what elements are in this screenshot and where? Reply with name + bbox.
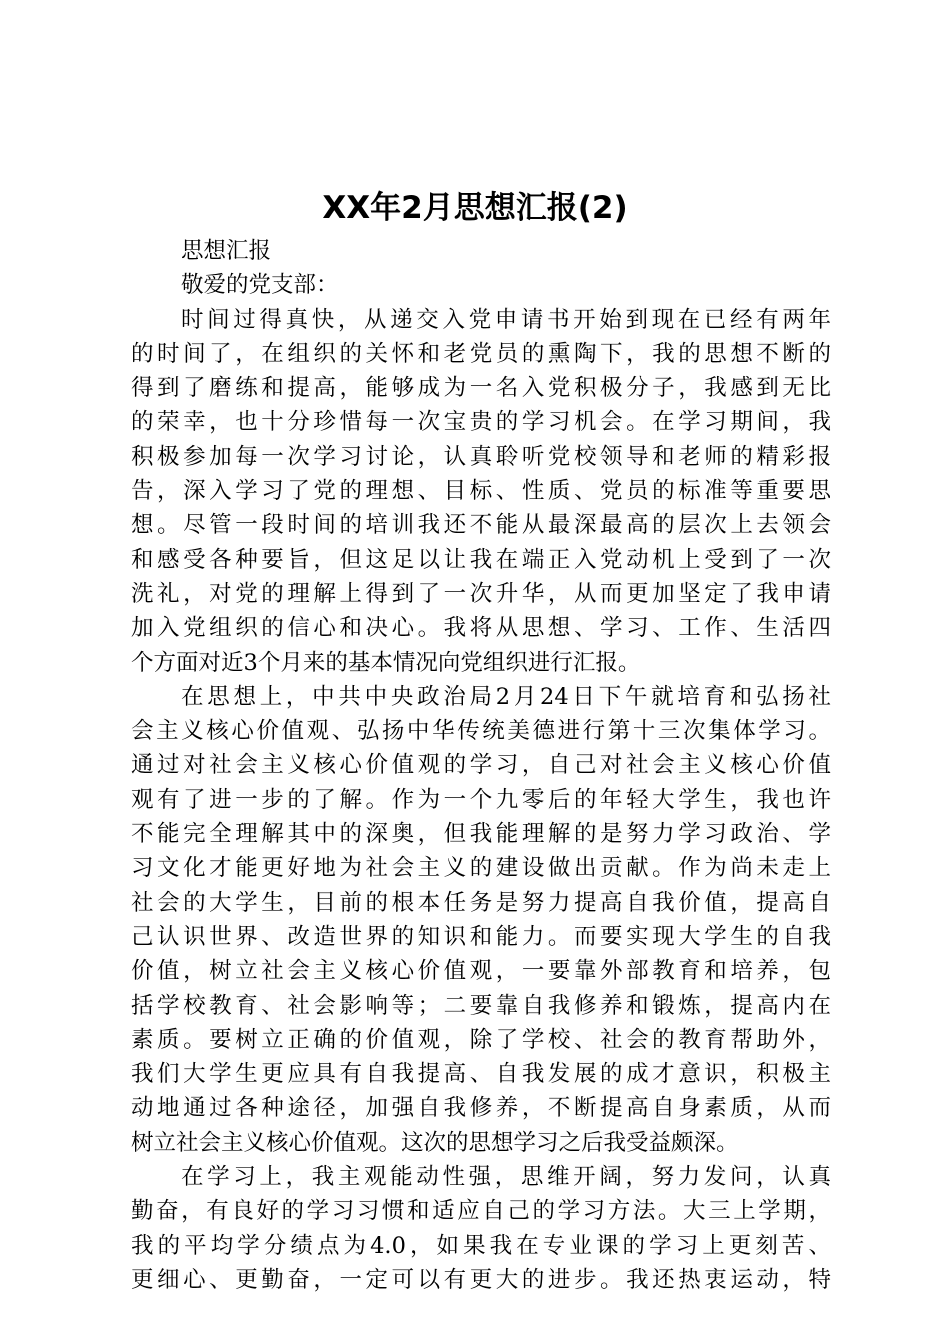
- salutation: 敬爱的党支部：: [181, 272, 339, 299]
- paragraph-line: 积极参加每一次学习讨论，认真聆听党校领导和老师的精彩报: [131, 443, 831, 470]
- paragraph-line: 告，深入学习了党的理想、目标、性质、党员的标准等重要思: [131, 478, 831, 505]
- paragraph-line: 素质。要树立正确的价值观，除了学校、社会的教育帮助外，: [131, 1026, 831, 1053]
- paragraph-line: 树立社会主义核心价值观。这次的思想学习之后我受益颇深。: [131, 1129, 739, 1156]
- paragraph-line: 的荣幸，也十分珍惜每一次宝贵的学习机会。在学习期间，我: [131, 409, 831, 436]
- paragraph-line: 得到了磨练和提高，能够成为一名入党积极分子，我感到无比: [131, 375, 831, 402]
- paragraph-line: 我们大学生更应具有自我提高、自我发展的成才意识，积极主: [131, 1061, 831, 1088]
- paragraph-line: 在思想上，中共中央政治局2月24日下午就培育和弘扬社: [181, 683, 831, 710]
- paragraph-line: 想。尽管一段时间的培训我还不能从最深最高的层次上去领会: [131, 512, 831, 539]
- paragraph-line: 会主义核心价值观、弘扬中华传统美德进行第十三次集体学习。: [131, 718, 831, 745]
- paragraph-line: 通过对社会主义核心价值观的学习，自己对社会主义核心价值: [131, 752, 831, 779]
- paragraph-3: [131, 1160, 831, 1297]
- paragraph-line: 不能完全理解其中的深奥，但我能理解的是努力学习政治、学: [131, 821, 831, 848]
- paragraph-line: 个方面对近3个月来的基本情况向党组织进行汇报。: [131, 649, 641, 676]
- paragraph-line: 更细心、更勤奋，一定可以有更大的进步。我还热衷运动，特: [131, 1266, 831, 1293]
- paragraph-line: 洗礼，对党的理解上得到了一次升华，从而更加坚定了我申请: [131, 580, 831, 607]
- paragraph-line: 加入党组织的信心和决心。我将从思想、学习、工作、生活四: [131, 615, 831, 642]
- paragraph-line: 的时间了，在组织的关怀和老党员的熏陶下，我的思想不断的: [131, 340, 831, 367]
- paragraph-line: 社会的大学生，目前的根本任务是努力提高自我价值，提高自: [131, 889, 831, 916]
- paragraph-line: 动地通过各种途径，加强自我修养，不断提高自身素质，从而: [131, 1095, 831, 1122]
- paragraph-line: 习文化才能更好地为社会主义的建设做出贡献。作为尚未走上: [131, 855, 831, 882]
- paragraph-line: 观有了进一步的了解。作为一个九零后的年轻大学生，我也许: [131, 786, 831, 813]
- document-body: [131, 234, 831, 1297]
- paragraph-line: 和感受各种要旨，但这足以让我在端正入党动机上受到了一次: [131, 546, 831, 573]
- document-heading: 思想汇报: [181, 238, 272, 264]
- paragraph-line: 价值，树立社会主义核心价值观，一要靠外部教育和培养，包: [131, 958, 831, 985]
- paragraph-line: 括学校教育、社会影响等；二要靠自我修养和锻炼，提高内在: [131, 992, 831, 1019]
- paragraph-line: 勤奋，有良好的学习习惯和适应自己的学习方法。大三上学期，: [131, 1198, 831, 1225]
- document-title: XX年2月思想汇报(2): [322, 190, 628, 226]
- paragraph-2: [131, 680, 831, 1160]
- paragraph-line: 己认识世界、改造世界的知识和能力。而要实现大学生的自我: [131, 923, 831, 950]
- paragraph-1: [131, 303, 831, 680]
- paragraph-line: 时间过得真快，从递交入党申请书开始到现在已经有两年: [181, 306, 831, 333]
- paragraph-line: 在学习上，我主观能动性强，思维开阔，努力发问，认真: [181, 1164, 831, 1191]
- paragraph-line: 我的平均学分绩点为4.0，如果我在专业课的学习上更刻苦、: [131, 1232, 831, 1259]
